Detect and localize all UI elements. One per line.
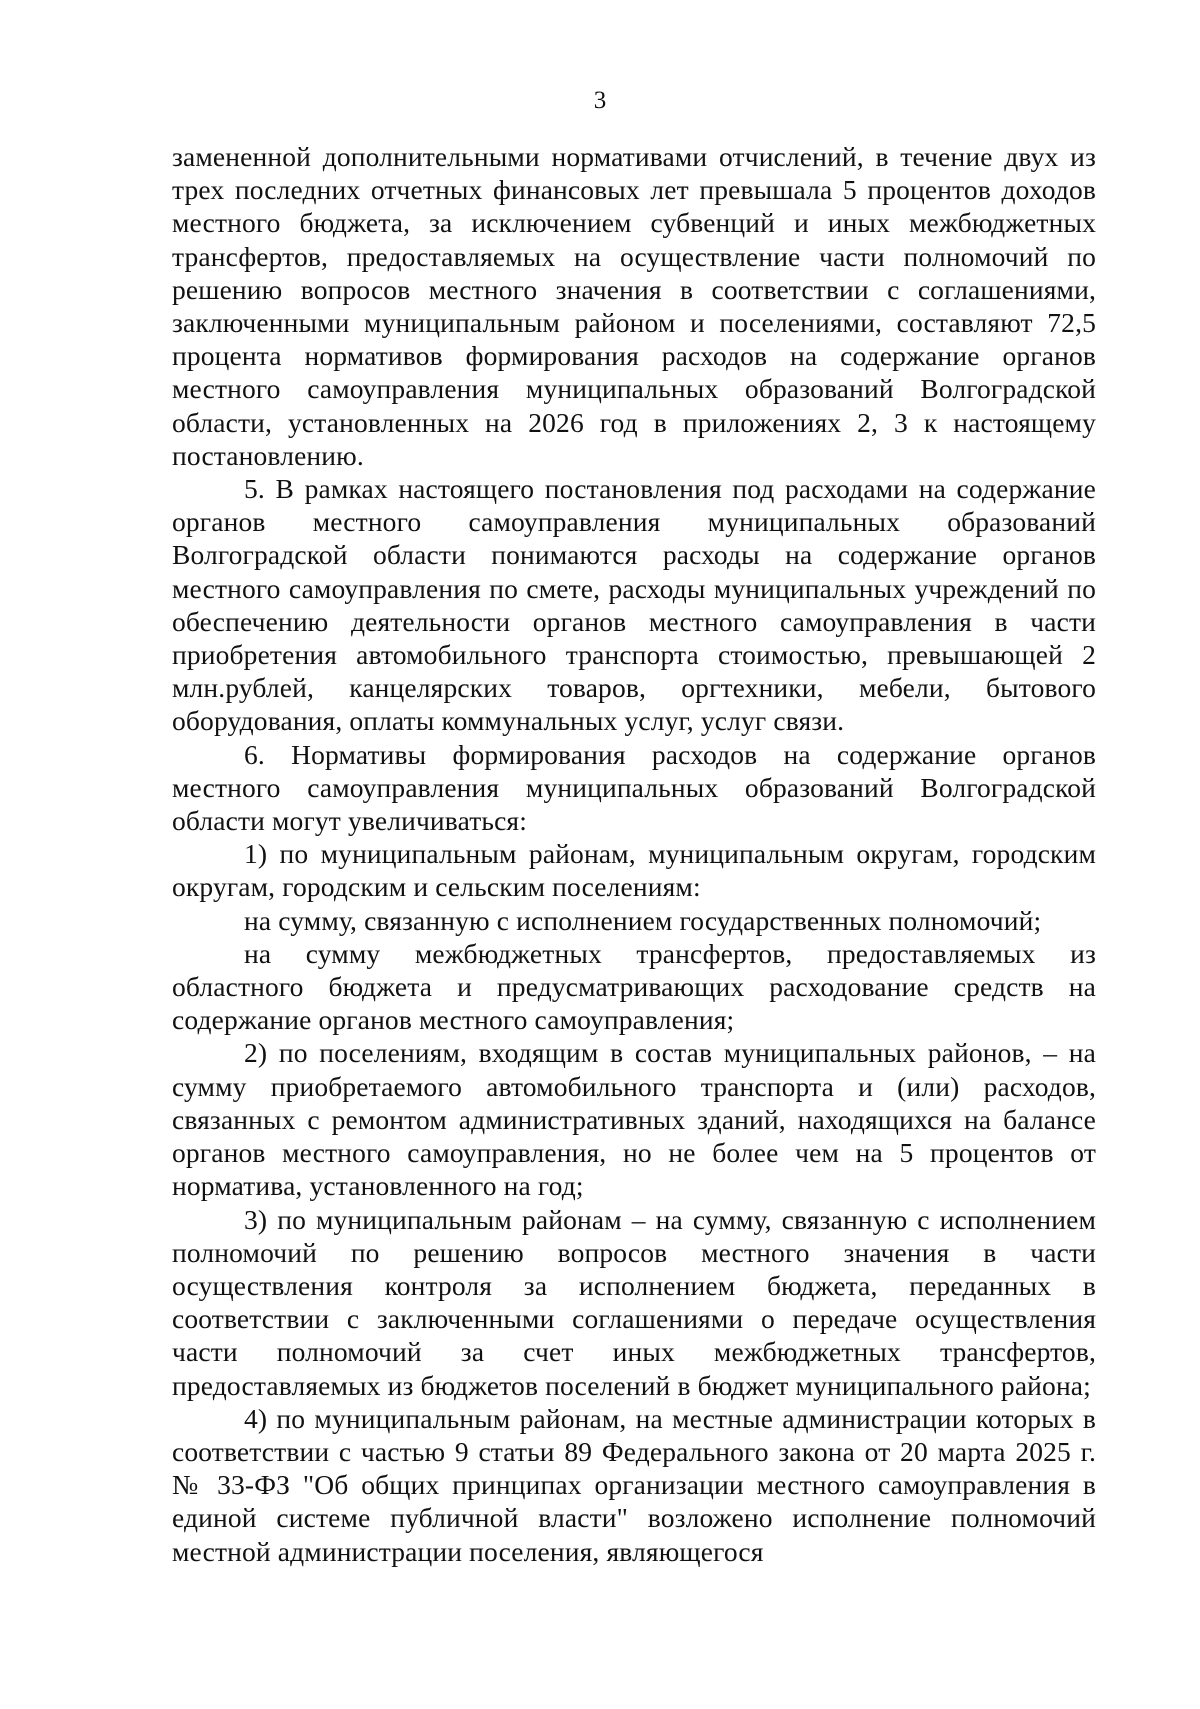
paragraph-subitem-1: 1) по муниципальным районам, муниципальным округам, городским округам, городским и сельским поселениям:	[172, 838, 1096, 903]
paragraph-subitem-4: 4) по муниципальным районам, на местные администрации которых в соответствии с частью 9 статьи 89 Федерального закона от 20 марта 2025 г. № 33-ФЗ "Об общих принципах организации местного самоуправления в единой системе публичной власти" возложено исполнение полномочий местной администрации поселения, являющегося	[172, 1402, 1096, 1567]
paragraph-item-6: 6. Нормативы формирования расходов на содержание органов местного самоуправления муниципальных образований Волгоградской области могут увеличиваться:	[172, 738, 1096, 837]
paragraph-subitem-2: 2) по поселениям, входящим в состав муниципальных районов, – на сумму приобретаемого автомобильного транспорта и (или) расходов, связанных с ремонтом административных зданий, находящихся на балансе органов местного самоуправления, но не более чем на 5 процентов от норматива, установленного на год;	[172, 1037, 1096, 1202]
paragraph-subitem-1b: на сумму межбюджетных трансфертов, предоставляемых из областного бюджета и предусматривающих расходование средств на содержание органов местного самоуправления;	[172, 937, 1096, 1036]
paragraph-continuation: замененной дополнительными нормативами отчислений, в течение двух из трех последних отчетных финансовых лет превышала 5 процентов доходов местного бюджета, за исключением субвенций и иных межбюджетных трансфертов, предоставляемых на осуществление части полномочий по решению вопросов местного значения в соответствии с соглашениями, заключенными муниципальным районом и поселениями, составляют 72,5 процента нормативов формирования расходов на содержание органов местного самоуправления муниципальных образований Волгоградской области, установленных на 2026 год в приложениях 2, 3 к настоящему постановлению.	[172, 141, 1096, 471]
paragraph-subitem-3: 3) по муниципальным районам – на сумму, связанную с исполнением полномочий по решению вопросов местного значения в части осуществления контроля за исполнением бюджета, переданных в соответствии с заключенными соглашениями о передаче осуществления части полномочий за счет иных межбюджетных трансфертов, предоставляемых из бюджетов поселений в бюджет муниципального района;	[172, 1203, 1096, 1401]
paragraph-subitem-1a: на сумму, связанную с исполнением государственных полномочий;	[244, 904, 1042, 936]
page-number: 3	[593, 87, 607, 114]
document-body	[172, 140, 1096, 1568]
paragraph-item-5: 5. В рамках настоящего постановления под расходами на содержание органов местного самоуправления муниципальных образований Волгоградской области понимаются расходы на содержание органов местного самоуправления по смете, расходы муниципальных учреждений по обеспечению деятельности органов местного самоуправления в части приобретения автомобильного транспорта стоимостью, превышающей 2 млн.рублей, канцелярских товаров, оргтехники, мебели, бытового оборудования, оплаты коммунальных услуг, услуг связи.	[172, 473, 1096, 737]
